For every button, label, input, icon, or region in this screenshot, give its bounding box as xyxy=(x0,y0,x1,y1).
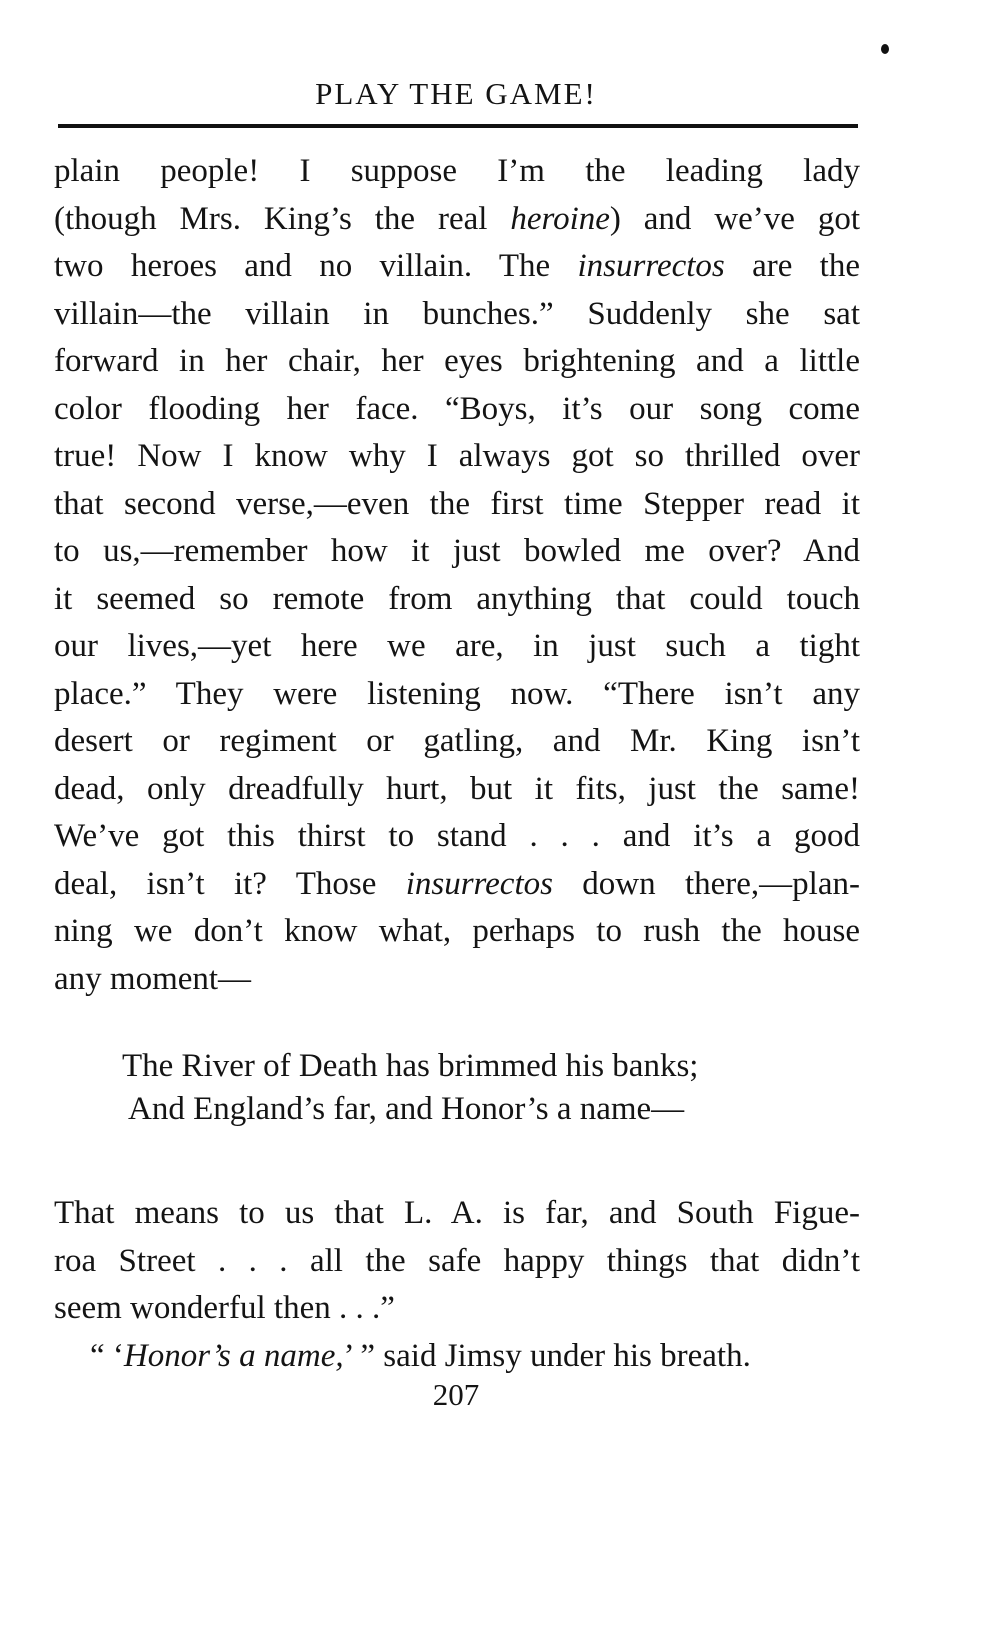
text-segment: We’ve got this thirst to stand . . . and it’s a good xyxy=(54,818,860,854)
verse-line-1: The River of Death has brimmed his banks; xyxy=(122,1048,699,1084)
text-line xyxy=(54,576,860,624)
italic-quote: Honor’s a name, xyxy=(123,1337,344,1374)
text-segment: plain people! I suppose I’m the leading lady xyxy=(54,153,860,189)
italic-word: heroine xyxy=(510,200,610,237)
closing-paragraph xyxy=(54,1190,860,1380)
text-line xyxy=(54,338,860,386)
text-line xyxy=(54,956,860,1004)
text-line xyxy=(54,481,860,529)
text-line xyxy=(54,386,860,434)
page-number: 207 xyxy=(432,1377,480,1412)
text-line xyxy=(54,528,860,576)
closing-line-1: That means to us that L. A. is far, and South Figue- xyxy=(54,1195,860,1231)
text-segment: true! Now I know why I always got so thrilled over xyxy=(54,438,860,474)
text-line xyxy=(54,861,860,909)
text-segment: color flooding her face. “Boys, it’s our song come xyxy=(54,390,860,427)
running-head: PLAY THE GAME! xyxy=(315,76,597,111)
text-line xyxy=(54,148,860,196)
closing-line-3: seem wonderful then . . .” xyxy=(54,1290,395,1326)
text-segment: two heroes and no villain. The xyxy=(54,248,578,284)
text-segment: down there,—plan- xyxy=(552,865,860,902)
italic-word: insurrectos xyxy=(405,865,553,902)
text-line xyxy=(54,196,860,244)
closing-line-2: roa Street . . . all the safe happy things that didn’t xyxy=(54,1242,860,1279)
text-line xyxy=(54,623,860,671)
text-segment: (though Mrs. King’s the real xyxy=(54,200,511,237)
italic-word: insurrectos xyxy=(577,248,725,284)
closing-line-4 xyxy=(54,1333,860,1381)
text-line xyxy=(54,671,860,719)
open-quote: “ ‘ xyxy=(90,1337,124,1374)
text-segment: villain—the villain in bunches.” Suddenly she sat xyxy=(54,295,860,332)
text-segment: forward in her chair, her eyes brightening and a little xyxy=(54,343,860,379)
text-line xyxy=(54,291,860,339)
text-segment: desert or regiment or gatling, and Mr. King isn’t xyxy=(54,723,860,759)
text-segment: any moment— xyxy=(54,960,252,997)
verse-quote xyxy=(122,1045,698,1131)
text-segment: ) and we’ve got xyxy=(609,200,860,237)
text-line xyxy=(54,813,860,861)
text-segment: place.” They were listening now. “There isn’t any xyxy=(54,675,860,712)
text-line xyxy=(54,718,860,766)
text-line xyxy=(54,433,860,481)
text-segment: ning we don’t know what, perhaps to rush the house xyxy=(54,913,860,949)
text-segment: that second verse,—even the first time Stepper read it xyxy=(54,485,860,522)
text-segment: deal, isn’t it? Those xyxy=(54,865,406,902)
verse-line-2: And England’s far, and Honor’s a name— xyxy=(128,1091,685,1127)
text-segment: it seemed so remote from anything that could touch xyxy=(54,580,860,617)
text-segment: to us,—remember how it just bowled me over? And xyxy=(54,533,860,569)
main-paragraph xyxy=(54,148,860,1003)
text-segment: our lives,—yet here we are, in just such a tight xyxy=(54,628,860,664)
text-line xyxy=(54,908,860,956)
text-segment: are the xyxy=(724,248,860,284)
header-rule xyxy=(58,124,858,128)
text-segment: dead, only dreadfully hurt, but it fits, just the same! xyxy=(54,770,860,807)
text-line xyxy=(54,766,860,814)
close-quote-text: ’ ” said Jimsy under his breath. xyxy=(343,1337,751,1374)
text-line xyxy=(54,243,860,291)
ink-speck xyxy=(881,44,889,54)
